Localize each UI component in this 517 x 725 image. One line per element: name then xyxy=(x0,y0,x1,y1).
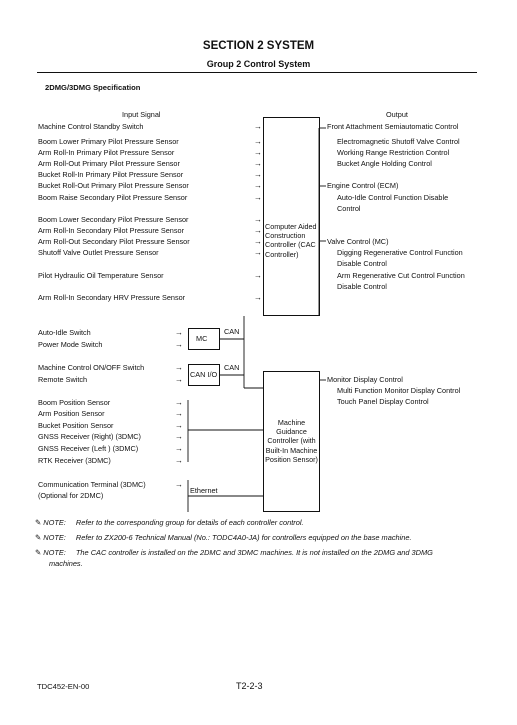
mgc-label-line: Position Sensor) xyxy=(265,454,318,464)
output-header: Output xyxy=(386,110,408,119)
input-signal: GNSS Receiver (Left ) (3DMC) xyxy=(38,444,139,453)
input-signal: Machine Control ON/OFF Switch xyxy=(38,363,145,372)
arrow-right-icon: → xyxy=(254,137,262,146)
note-2 xyxy=(35,533,412,543)
note-3-continuation: machines. xyxy=(49,559,83,568)
pencil-icon: ✎ xyxy=(35,533,42,542)
arrow-right-icon: → xyxy=(254,159,262,168)
input-signal: Machine Control Standby Switch xyxy=(38,122,144,131)
mgc-label-line: Built-In Machine xyxy=(265,445,318,455)
mc-controller-label: MC xyxy=(196,334,208,343)
arrow-right-icon: → xyxy=(254,226,262,235)
note-label: NOTE: xyxy=(43,518,66,527)
cac-controller-label xyxy=(263,222,322,259)
cac-label-line: Computer Aided xyxy=(265,222,317,231)
input-signal: Arm Roll-Out Secondary Pilot Pressure Sensor xyxy=(38,237,190,246)
input-signal: Boom Raise Secondary Pilot Pressure Sensor xyxy=(38,193,188,202)
note-text: Refer to the corresponding group for details of each controller control. xyxy=(75,518,304,527)
output-item: Multi Function Monitor Display Control xyxy=(337,386,461,395)
arrow-right-icon: → xyxy=(175,363,183,372)
arrow-right-icon: → xyxy=(254,248,262,257)
output-item: Control xyxy=(337,204,361,213)
input-signal: Communication Terminal (3DMC) xyxy=(38,480,146,489)
input-signal: Arm Roll-In Primary Pilot Pressure Sensor xyxy=(38,148,175,157)
cac-label-line: Construction xyxy=(265,231,306,241)
output-item: Bucket Angle Holding Control xyxy=(337,159,432,168)
arrow-right-icon: → xyxy=(254,237,262,246)
footer-doc-id: TDC452-EN-00 xyxy=(37,682,90,691)
output-item: Touch Panel Display Control xyxy=(337,397,429,406)
arrow-right-icon: → xyxy=(254,193,262,202)
arrow-right-icon: → xyxy=(254,271,262,280)
mgc-label-line: Guidance xyxy=(276,427,307,437)
note-3 xyxy=(35,548,433,558)
output-group-title: Front Attachment Semiautomatic Control xyxy=(327,122,459,131)
can-label: CAN xyxy=(224,363,240,372)
input-signal: Power Mode Switch xyxy=(38,340,103,349)
note-label: NOTE: xyxy=(43,548,66,557)
can-label: CAN xyxy=(224,327,240,336)
input-signal: Boom Lower Secondary Pilot Pressure Sensor xyxy=(38,215,189,224)
input-signal: Remote Switch xyxy=(38,375,88,384)
input-signal-note: (Optional for 2DMC) xyxy=(38,491,104,500)
mgc-label-line: Controller (with xyxy=(267,436,316,446)
arrow-right-icon: → xyxy=(175,456,183,465)
cac-controller-box xyxy=(263,117,320,316)
machine-guidance-controller-label xyxy=(263,418,320,464)
output-item: Disable Control xyxy=(337,259,387,268)
ethernet-label: Ethernet xyxy=(190,486,218,495)
output-item: Digging Regenerative Control Function xyxy=(337,248,463,257)
arrow-right-icon: → xyxy=(175,432,183,441)
spec-title: 2DMG/3DMG Specification xyxy=(45,83,141,92)
input-signal: Auto-Idle Switch xyxy=(38,328,91,337)
arrow-right-icon: → xyxy=(175,328,183,337)
pencil-icon: ✎ xyxy=(35,548,42,557)
arrow-right-icon: → xyxy=(254,215,262,224)
input-header: Input Signal xyxy=(122,110,161,119)
output-item: Arm Regenerative Cut Control Function xyxy=(337,271,465,280)
arrow-right-icon: → xyxy=(175,409,183,418)
input-signal: Shutoff Valve Outlet Pressure Sensor xyxy=(38,248,159,257)
arrow-right-icon: → xyxy=(175,421,183,430)
note-text: The CAC controller is installed on the 2DMC and 3DMC machines. It is not installed on the 2DMG and 3DMG xyxy=(75,548,433,557)
footer-page-number: T2-2-3 xyxy=(236,681,263,691)
output-item: Disable Control xyxy=(337,282,387,291)
group-title: Group 2 Control System xyxy=(206,59,311,69)
input-signal: Arm Roll-Out Primary Pilot Pressure Sensor xyxy=(38,159,180,168)
input-signal: Boom Position Sensor xyxy=(38,398,111,407)
output-group-title: Valve Control (MC) xyxy=(327,237,389,246)
input-signal: Arm Roll-In Secondary HRV Pressure Sensor xyxy=(38,293,186,302)
arrow-right-icon: → xyxy=(254,170,262,179)
output-group-title: Monitor Display Control xyxy=(327,375,403,384)
input-signal: Bucket Roll-Out Primary Pilot Pressure Sensor xyxy=(38,181,189,190)
input-signal: Bucket Position Sensor xyxy=(38,421,114,430)
note-label: NOTE: xyxy=(43,533,66,542)
input-signal: Arm Position Sensor xyxy=(38,409,105,418)
arrow-right-icon: → xyxy=(175,444,183,453)
arrow-right-icon: → xyxy=(175,340,183,349)
input-signal: Pilot Hydraulic Oil Temperature Sensor xyxy=(38,271,164,280)
arrow-right-icon: → xyxy=(254,122,262,131)
output-item: Working Range Restriction Control xyxy=(337,148,450,157)
note-1 xyxy=(35,518,304,528)
arrow-right-icon: → xyxy=(254,181,262,190)
section-title: SECTION 2 SYSTEM xyxy=(202,40,315,52)
input-signal: Bucket Roll-In Primary Pilot Pressure Sensor xyxy=(38,170,184,179)
can-io-label: CAN I/O xyxy=(190,370,218,379)
output-item: Electromagnetic Shutoff Valve Control xyxy=(337,137,460,146)
output-item: Auto-Idle Control Function Disable xyxy=(337,193,449,202)
cac-label-line: Controller) xyxy=(265,249,299,259)
pencil-icon: ✎ xyxy=(35,518,42,527)
input-signal: Arm Roll-In Secondary Pilot Pressure Sensor xyxy=(38,226,184,235)
input-signal: Boom Lower Primary Pilot Pressure Sensor xyxy=(38,137,179,146)
arrow-right-icon: → xyxy=(254,148,262,157)
note-text: Refer to ZX200-6 Technical Manual (No.: TODC4A0-JA) for controllers equipped on the base machine. xyxy=(75,533,412,542)
arrow-right-icon: → xyxy=(175,480,183,489)
arrow-right-icon: → xyxy=(175,375,183,384)
input-signal: RTK Receiver (3DMC) xyxy=(38,456,111,465)
mgc-label-line: Machine xyxy=(277,418,306,427)
cac-label-line: Controller (CAC xyxy=(265,240,316,250)
arrow-right-icon: → xyxy=(254,293,262,302)
arrow-right-icon: → xyxy=(175,398,183,407)
input-signal: GNSS Receiver (Right) (3DMC) xyxy=(38,432,141,441)
output-group-title: Engine Control (ECM) xyxy=(327,181,399,190)
